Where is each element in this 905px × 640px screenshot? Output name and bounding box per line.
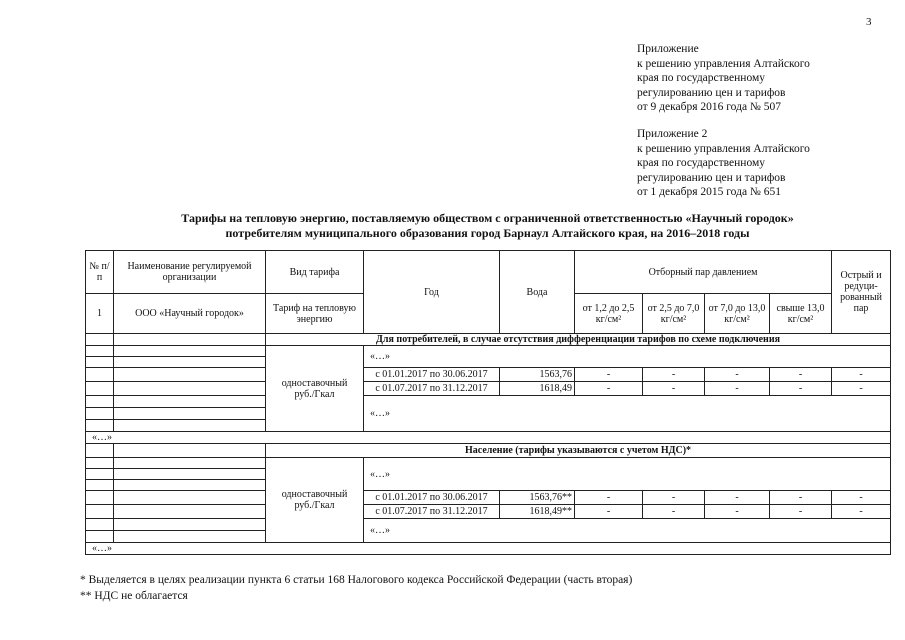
- blank-cell: [114, 469, 266, 480]
- document-title: [85, 211, 890, 241]
- section2-rate: [266, 458, 364, 543]
- section2-ellipsis-bottom: «…»: [364, 519, 891, 543]
- blank-cell: [86, 505, 114, 519]
- header-sharp-steam: Острый и редуци-рованный пар: [832, 251, 891, 334]
- appendix-note-1: [637, 42, 810, 115]
- title-line: Тарифы на тепловую энергию, поставляемую обществом с ограниченной ответственностью «Научный городок»: [181, 211, 794, 225]
- steam-cell: -: [575, 505, 643, 519]
- blank-cell: [114, 444, 266, 458]
- blank-cell: [114, 491, 266, 505]
- blank-cell: [114, 334, 266, 346]
- appendix-line: к решению управления Алтайского: [637, 142, 810, 155]
- appendix-line: регулированию цен и тарифов: [637, 171, 786, 184]
- rate-line: руб./Гкал: [294, 388, 335, 400]
- blank-cell: [86, 491, 114, 505]
- blank-cell: [86, 444, 114, 458]
- section1-ellipsis-bottom: «…»: [364, 396, 891, 432]
- org-row-tariff-type: Тариф на тепловую энергию: [266, 294, 364, 334]
- sharp-cell: -: [832, 382, 891, 396]
- steam-cell: -: [575, 491, 643, 505]
- blank-cell: [114, 368, 266, 382]
- tariff-table: [85, 250, 891, 555]
- header-org: Наименование регулируемой организации: [114, 251, 266, 294]
- header-num: № п/п: [86, 251, 114, 294]
- steam-cell: -: [770, 491, 832, 505]
- section2-ellipsis-top: «…»: [364, 458, 891, 491]
- steam-cell: -: [575, 368, 643, 382]
- steam-cell: -: [705, 368, 770, 382]
- appendix-line: регулированию цен и тарифов: [637, 86, 786, 99]
- header-steam-col: свыше 13,0 кг/см²: [770, 294, 832, 334]
- water-cell: 1618,49**: [500, 505, 575, 519]
- section2-title: Население (тарифы указываются с учетом НДС)*: [266, 444, 891, 458]
- appendix-note-2: [637, 127, 810, 200]
- rate-line: руб./Гкал: [294, 500, 335, 511]
- water-cell: 1563,76**: [500, 491, 575, 505]
- water-cell: 1618,49: [500, 382, 575, 396]
- steam-cell: -: [705, 491, 770, 505]
- period-cell: с 01.07.2017 по 31.12.2017: [364, 382, 500, 396]
- steam-cell: -: [770, 368, 832, 382]
- header-steam-col: от 1,2 до 2,5 кг/см²: [575, 294, 643, 334]
- page-number: 3: [866, 16, 872, 28]
- org-row-name: ООО «Научный городок»: [114, 294, 266, 334]
- appendix-line: от 9 декабря 2016 года № 507: [637, 101, 782, 113]
- blank-cell: [86, 396, 114, 408]
- rate-line: одноставочный: [281, 377, 348, 389]
- blank-cell: [114, 382, 266, 396]
- steam-cell: -: [643, 491, 705, 505]
- blank-cell: [86, 334, 114, 346]
- header-steam-col: от 7,0 до 13,0 кг/см²: [705, 294, 770, 334]
- title-line: потребителям муниципального образования город Барнаул Алтайского края, на 2016–2018 годы: [225, 226, 750, 240]
- blank-cell: [114, 519, 266, 531]
- blank-cell: [86, 368, 114, 382]
- blank-cell: [114, 458, 266, 469]
- blank-cell: [86, 408, 114, 420]
- blank-cell: [114, 396, 266, 408]
- blank-cell: [86, 531, 114, 543]
- appendix-line: от 1 декабря 2015 года № 651: [637, 186, 782, 198]
- blank-cell: [86, 346, 114, 357]
- blank-cell: [86, 458, 114, 469]
- sharp-cell: -: [832, 505, 891, 519]
- footnote-vat-allocation: * Выделяется в целях реализации пункта 6 статьи 168 Налогового кодекса Российской Федерации (часть вторая): [80, 574, 633, 586]
- appendix-line: Приложение 2: [637, 128, 708, 140]
- appendix-line: края по государственному: [637, 157, 765, 169]
- period-cell: с 01.07.2017 по 31.12.2017: [364, 505, 500, 519]
- rate-line: одноставочный: [281, 489, 348, 500]
- steam-cell: -: [643, 382, 705, 396]
- blank-cell: [86, 469, 114, 480]
- steam-cell: -: [770, 382, 832, 396]
- gap-ellipsis: «…»: [86, 432, 891, 444]
- blank-cell: [114, 408, 266, 420]
- section1-title: Для потребителей, в случае отсутствия дифференциации тарифов по схеме подключения: [266, 334, 891, 346]
- sharp-cell: -: [832, 491, 891, 505]
- header-year: Год: [364, 251, 500, 334]
- steam-cell: -: [643, 368, 705, 382]
- appendix-line: к решению управления Алтайского: [637, 57, 810, 70]
- blank-cell: [86, 420, 114, 432]
- blank-cell: [86, 480, 114, 491]
- blank-cell: [86, 519, 114, 531]
- blank-cell: [114, 357, 266, 368]
- section1-ellipsis-top: «…»: [364, 346, 891, 368]
- footnotes: [80, 572, 632, 604]
- period-cell: с 01.01.2017 по 30.06.2017: [364, 368, 500, 382]
- period-cell: с 01.01.2017 по 30.06.2017: [364, 491, 500, 505]
- section1-rate: [266, 346, 364, 432]
- blank-cell: [114, 480, 266, 491]
- blank-cell: [86, 357, 114, 368]
- steam-cell: -: [705, 505, 770, 519]
- appendix-line: Приложение: [637, 43, 699, 55]
- steam-cell: -: [705, 382, 770, 396]
- blank-cell: [114, 505, 266, 519]
- steam-cell: -: [770, 505, 832, 519]
- org-row-num: 1: [86, 294, 114, 334]
- appendix-line: края по государственному: [637, 72, 765, 84]
- header-water: Вода: [500, 251, 575, 334]
- header-tariff-type: Вид тарифа: [266, 251, 364, 294]
- blank-cell: [114, 346, 266, 357]
- blank-cell: [114, 531, 266, 543]
- blank-cell: [86, 382, 114, 396]
- footnote-vat-exempt: ** НДС не облагается: [80, 590, 188, 602]
- header-steam: Отборный пар давлением: [575, 251, 832, 294]
- steam-cell: -: [575, 382, 643, 396]
- water-cell: 1563,76: [500, 368, 575, 382]
- blank-cell: [114, 420, 266, 432]
- end-ellipsis: «…»: [86, 543, 891, 555]
- sharp-cell: -: [832, 368, 891, 382]
- steam-cell: -: [643, 505, 705, 519]
- header-steam-col: от 2,5 до 7,0 кг/см²: [643, 294, 705, 334]
